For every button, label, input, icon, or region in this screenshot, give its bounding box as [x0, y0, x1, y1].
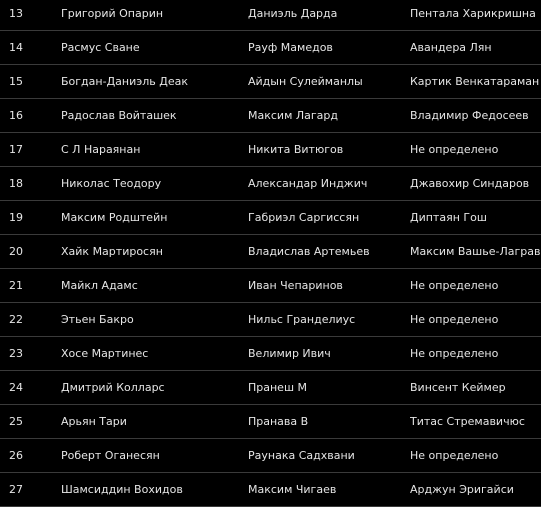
- player-cell: Диптаян Гош: [410, 211, 487, 224]
- player-cell: Владимир Федосеев: [410, 109, 529, 122]
- table-row: [0, 269, 541, 303]
- row-number: 16: [9, 109, 23, 122]
- player-cell: Хайк Мартиросян: [61, 245, 163, 258]
- player-cell: Шамсиддин Вохидов: [61, 483, 183, 496]
- table-row: [0, 405, 541, 439]
- player-cell: Пранава В: [248, 415, 309, 428]
- row-number: 26: [9, 449, 23, 462]
- player-cell: Богдан-Даниэль Деак: [61, 75, 189, 88]
- player-cell: Максим Родштейн: [61, 211, 168, 224]
- table-row: [0, 337, 541, 371]
- player-cell: Винсент Кeймер: [410, 381, 506, 394]
- player-cell: Хосе Мартинес: [61, 347, 149, 360]
- player-cell: Айдын Сулейманлы: [248, 75, 363, 88]
- player-cell: Александар Инджич: [248, 177, 368, 190]
- table-row: [0, 167, 541, 201]
- player-cell: Не определено: [410, 313, 499, 326]
- table-row: [0, 31, 541, 65]
- table-row: [0, 99, 541, 133]
- player-cell: Максим Вашье-Лаграв: [410, 245, 541, 258]
- row-number: 19: [9, 211, 23, 224]
- table-row: [0, 65, 541, 99]
- player-cell: Роберт Оганесян: [61, 449, 160, 462]
- player-cell: С Л Нараянан: [61, 143, 141, 156]
- player-cell: Радослав Войташек: [61, 109, 177, 122]
- row-number: 25: [9, 415, 23, 428]
- player-cell: Авандера Лян: [410, 41, 492, 54]
- table-row: [0, 133, 541, 167]
- table-row: [0, 439, 541, 473]
- player-cell: Рауф Мамедов: [248, 41, 333, 54]
- player-cell: Никита Витюгов: [248, 143, 344, 156]
- player-cell: Иван Чепаринов: [248, 279, 343, 292]
- player-cell: Не определено: [410, 279, 499, 292]
- player-cell: Даниэль Дарда: [248, 7, 338, 20]
- player-cell: Максим Чигаев: [248, 483, 337, 496]
- row-number: 20: [9, 245, 23, 258]
- row-number: 13: [9, 7, 23, 20]
- table-row: [0, 371, 541, 405]
- player-cell: Дмитрий Колларс: [61, 381, 165, 394]
- player-cell: Не определено: [410, 449, 499, 462]
- player-cell: Николас Теодору: [61, 177, 162, 190]
- player-cell: Пранеш М: [248, 381, 308, 394]
- player-cell: Не определено: [410, 347, 499, 360]
- row-number: 22: [9, 313, 23, 326]
- player-cell: Владислав Артемьев: [248, 245, 370, 258]
- player-cell: Григорий Опарин: [61, 7, 164, 20]
- row-number: 17: [9, 143, 23, 156]
- player-cell: Габриэл Саргиссян: [248, 211, 360, 224]
- row-number: 18: [9, 177, 23, 190]
- row-number: 21: [9, 279, 23, 292]
- table-row: [0, 201, 541, 235]
- player-cell: Не определено: [410, 143, 499, 156]
- row-number: 14: [9, 41, 23, 54]
- row-number: 24: [9, 381, 23, 394]
- player-cell: Картик Венкатараман: [410, 75, 540, 88]
- table-row: [0, 473, 541, 507]
- player-cell: Этьен Бакро: [61, 313, 134, 326]
- player-cell: Арьян Тари: [61, 415, 127, 428]
- player-cell: Расмус Сване: [61, 41, 140, 54]
- table-row: [0, 303, 541, 337]
- player-cell: Велимир Ивич: [248, 347, 331, 360]
- table-row: [0, 235, 541, 269]
- row-number: 23: [9, 347, 23, 360]
- row-number: 27: [9, 483, 23, 496]
- player-cell: Майкл Адамс: [61, 279, 138, 292]
- row-number: 15: [9, 75, 23, 88]
- player-cell: Максим Лагард: [248, 109, 338, 122]
- player-cell: Титас Стремавичюс: [410, 415, 525, 428]
- table-row: [0, 0, 541, 31]
- player-cell: Джавохир Синдаров: [410, 177, 530, 190]
- player-cell: Раунака Садхвани: [248, 449, 355, 462]
- player-cell: Арджун Эригайси: [410, 483, 514, 496]
- player-cell: Нильс Гранделиус: [248, 313, 356, 326]
- player-cell: Пентала Харикришна: [410, 7, 536, 20]
